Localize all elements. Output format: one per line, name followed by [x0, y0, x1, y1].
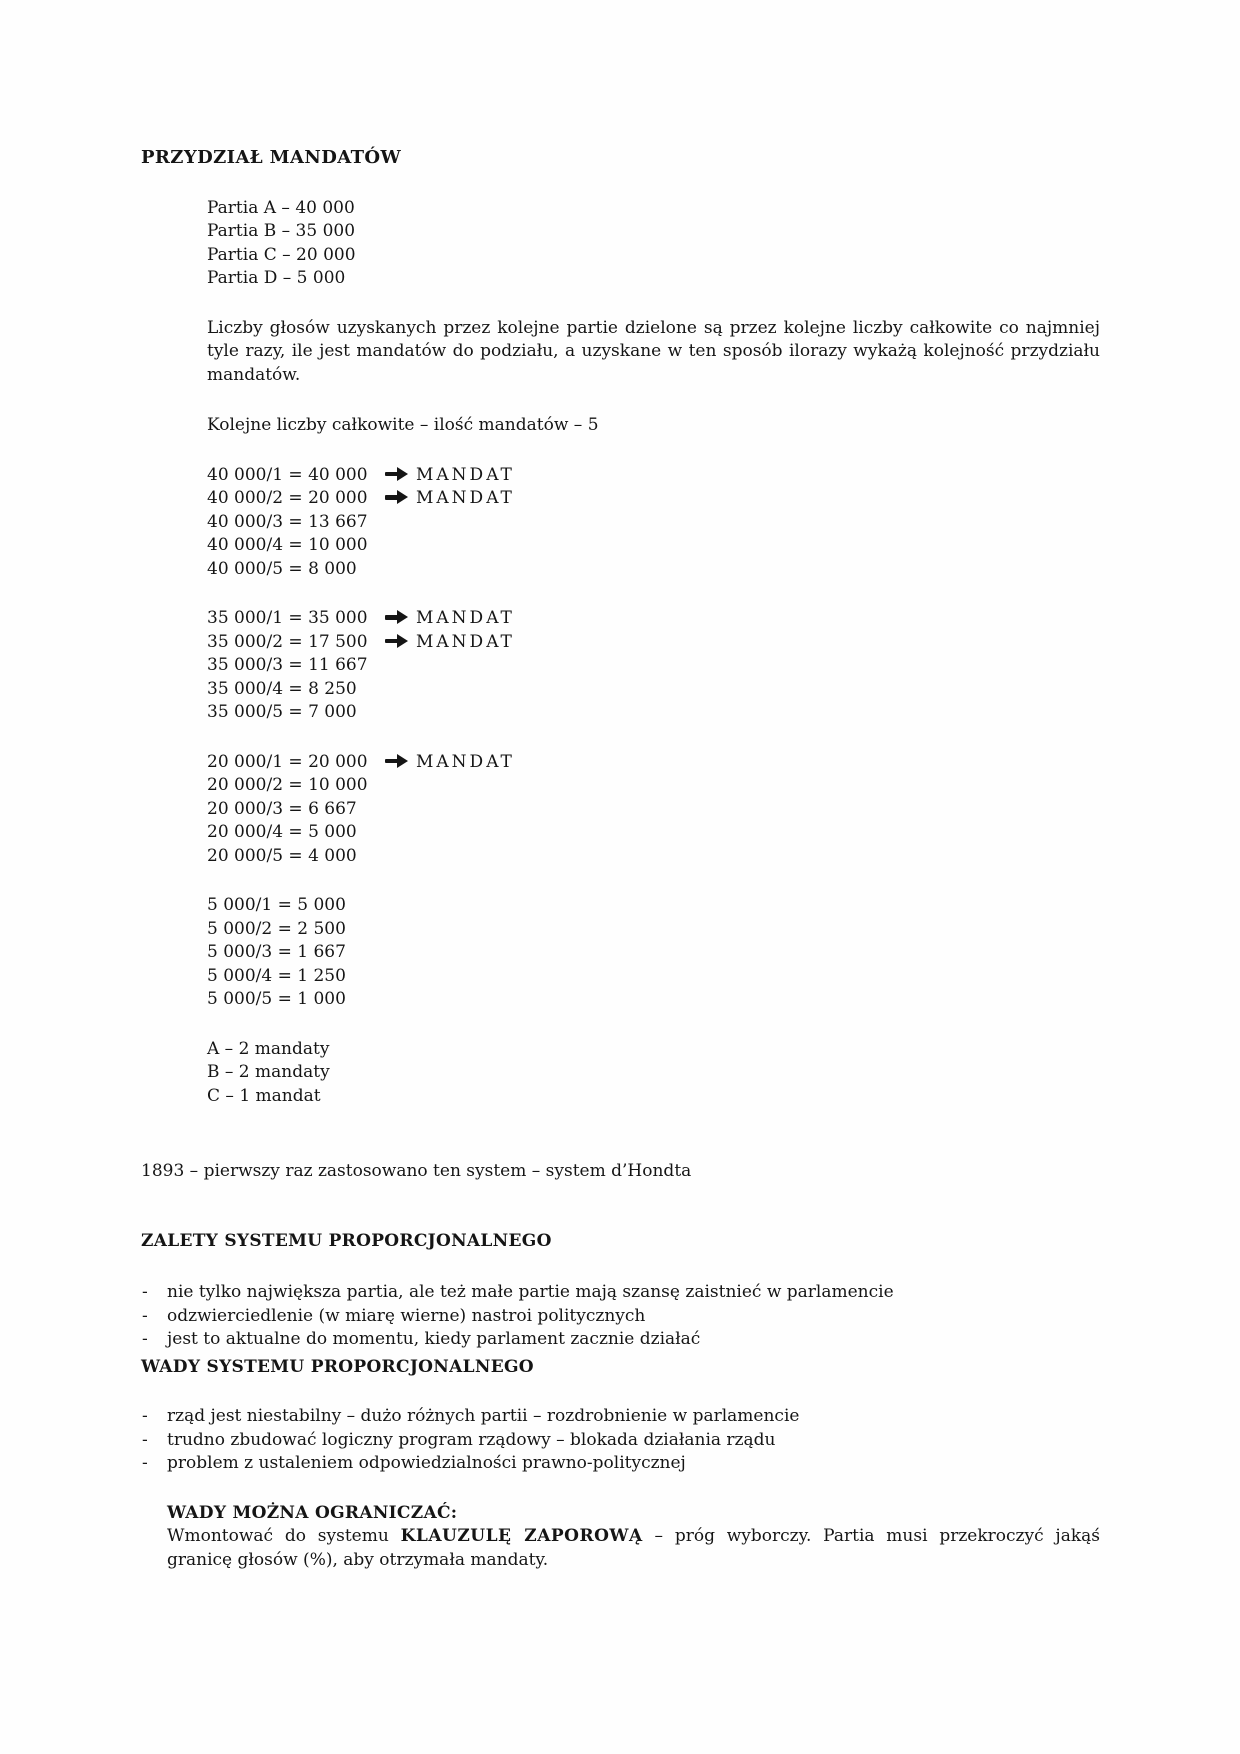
- equation: 40 000/5 = 8 000: [207, 558, 357, 579]
- calc-row: [207, 941, 1100, 965]
- bullet-text: odzwierciedlenie (w miarę wierne) nastroi politycznych: [167, 1305, 646, 1326]
- equation: 35 000/5 = 7 000: [207, 702, 357, 722]
- mandat-label: MANDAT: [416, 631, 515, 652]
- equation: 35 000/2 = 17 500: [207, 631, 368, 652]
- calc-row: [207, 701, 1100, 725]
- calc-row: [207, 607, 1100, 631]
- calc-row: [207, 894, 1100, 918]
- equation: 20 000/1 = 20 000: [207, 751, 368, 772]
- right-arrow-icon: [385, 467, 409, 481]
- bullet-text: trudno zbudować logiczny program rządowy – blokada działania rządu: [167, 1429, 776, 1450]
- equation: 35 000/3 = 11 667: [207, 655, 368, 675]
- party-votes-item: Partia B – 35 000: [207, 221, 356, 241]
- bullet-item: [141, 1328, 1100, 1352]
- mitigation-paragraph: [167, 1525, 1100, 1572]
- calc-row: [207, 774, 1100, 798]
- calc-row: [207, 558, 1100, 582]
- equation: 20 000/3 = 6 667: [207, 798, 357, 819]
- result-item: C – 1 mandat: [207, 1085, 321, 1106]
- mitigation-heading: WADY MOŻNA OGRANICZAĆ:: [167, 1502, 458, 1523]
- right-arrow-icon: [385, 610, 409, 624]
- party-votes-item: Partia A – 40 000: [207, 197, 355, 218]
- bullet-text: rząd jest niestabilny – dużo różnych partii – rozdrobnienie w parlamencie: [167, 1406, 800, 1426]
- bullet-text: problem z ustaleniem odpowiedzialności prawno-politycznej: [167, 1453, 686, 1473]
- equation: 40 000/2 = 20 000: [207, 488, 368, 508]
- calc-row: [207, 988, 1100, 1012]
- calc-row: [207, 631, 1100, 655]
- calc-row: [207, 464, 1100, 488]
- bullet-dash: -: [142, 1406, 148, 1426]
- results-list: [207, 1038, 1100, 1109]
- party-votes-item: Partia C – 20 000: [207, 244, 356, 265]
- equation: 20 000/4 = 5 000: [207, 822, 357, 842]
- bullet-item: [141, 1452, 1100, 1476]
- divisors-note: Kolejne liczby całkowite – ilość mandatów – 5: [207, 415, 599, 435]
- equation: 35 000/4 = 8 250: [207, 678, 357, 699]
- bullet-dash: -: [142, 1453, 148, 1473]
- disadvantages-heading: WADY SYSTEMU PROPORCJONALNEGO: [141, 1356, 534, 1377]
- bullet-dash: -: [142, 1305, 148, 1326]
- right-arrow-icon: [385, 634, 409, 648]
- advantages-heading: ZALETY SYSTEMU PROPORCJONALNEGO: [141, 1230, 552, 1251]
- intro-paragraph: Liczby głosów uzyskanych przez kolejne partie dzielone są przez kolejne liczby całkowite co najmniej tyle razy, ile jest mandatów do podziału, a uzyskane w ten sposób ilorazy wykażą kolejność przydziału mandatów.: [207, 317, 1100, 385]
- bullet-item: [141, 1405, 1100, 1429]
- calc-block: [207, 894, 1100, 1012]
- mandat-label: MANDAT: [416, 608, 515, 628]
- calc-row: [207, 918, 1100, 942]
- page-title: PRZYDZIAŁ MANDATÓW: [141, 147, 402, 168]
- bullet-dash: -: [142, 1282, 148, 1302]
- calc-row: [207, 487, 1100, 511]
- disadvantages-list: [141, 1405, 1100, 1476]
- bullet-item: [141, 1429, 1100, 1453]
- equation: 20 000/5 = 4 000: [207, 845, 357, 866]
- equation: 40 000/4 = 10 000: [207, 535, 368, 555]
- equation: 35 000/1 = 35 000: [207, 608, 368, 628]
- mitigation-text-tail: – próg wyborczy. Partia musi przekroczyć jakąś granicę głosów (%), aby otrzymała mandaty.: [167, 1526, 1101, 1570]
- bullet-text: nie tylko największa partia, ale też małe partie mają szansę zaistnieć w parlamencie: [167, 1282, 894, 1302]
- calc-row: [207, 654, 1100, 678]
- bullet-item: [141, 1281, 1100, 1305]
- bullet-dash: -: [142, 1429, 148, 1450]
- equation: 5 000/5 = 1 000: [207, 989, 346, 1009]
- calc-row: [207, 965, 1100, 989]
- right-arrow-icon: [385, 754, 409, 768]
- result-item: A – 2 mandaty: [207, 1038, 330, 1059]
- calc-block: [207, 751, 1100, 869]
- right-arrow-icon: [385, 490, 409, 504]
- mitigation-text-lead: Wmontować do systemu: [167, 1526, 401, 1546]
- advantages-list: [141, 1281, 1100, 1352]
- calc-row: [207, 821, 1100, 845]
- party-votes-item: Partia D – 5 000: [207, 268, 346, 288]
- bullet-item: [141, 1305, 1100, 1329]
- party-votes-list: [207, 197, 1100, 291]
- mandat-label: MANDAT: [416, 488, 515, 508]
- equation: 5 000/4 = 1 250: [207, 965, 346, 986]
- result-item: B – 2 mandaty: [207, 1062, 330, 1082]
- calculation-blocks: [141, 464, 1100, 1012]
- calc-row: [207, 845, 1100, 869]
- mitigation-section: [167, 1502, 1100, 1573]
- calc-block: [207, 607, 1100, 725]
- calc-row: [207, 751, 1100, 775]
- bullet-text: jest to aktualne do momentu, kiedy parlament zacznie działać: [167, 1329, 701, 1349]
- equation: 40 000/1 = 40 000: [207, 464, 368, 485]
- equation: 40 000/3 = 13 667: [207, 511, 368, 532]
- equation: 5 000/3 = 1 667: [207, 942, 346, 962]
- calc-row: [207, 511, 1100, 535]
- calc-row: [207, 678, 1100, 702]
- calc-block: [207, 464, 1100, 582]
- bullet-dash: -: [142, 1329, 148, 1349]
- calc-row: [207, 534, 1100, 558]
- equation: 5 000/1 = 5 000: [207, 895, 346, 915]
- equation: 20 000/2 = 10 000: [207, 775, 368, 795]
- mitigation-bold-term: KLAUZULĘ ZAPOROWĄ: [400, 1526, 643, 1546]
- equation: 5 000/2 = 2 500: [207, 918, 346, 939]
- calc-row: [207, 798, 1100, 822]
- history-note: 1893 – pierwszy raz zastosowano ten system – system d’Hondta: [141, 1161, 692, 1181]
- mandat-label: MANDAT: [416, 464, 515, 485]
- mandat-label: MANDAT: [416, 751, 515, 772]
